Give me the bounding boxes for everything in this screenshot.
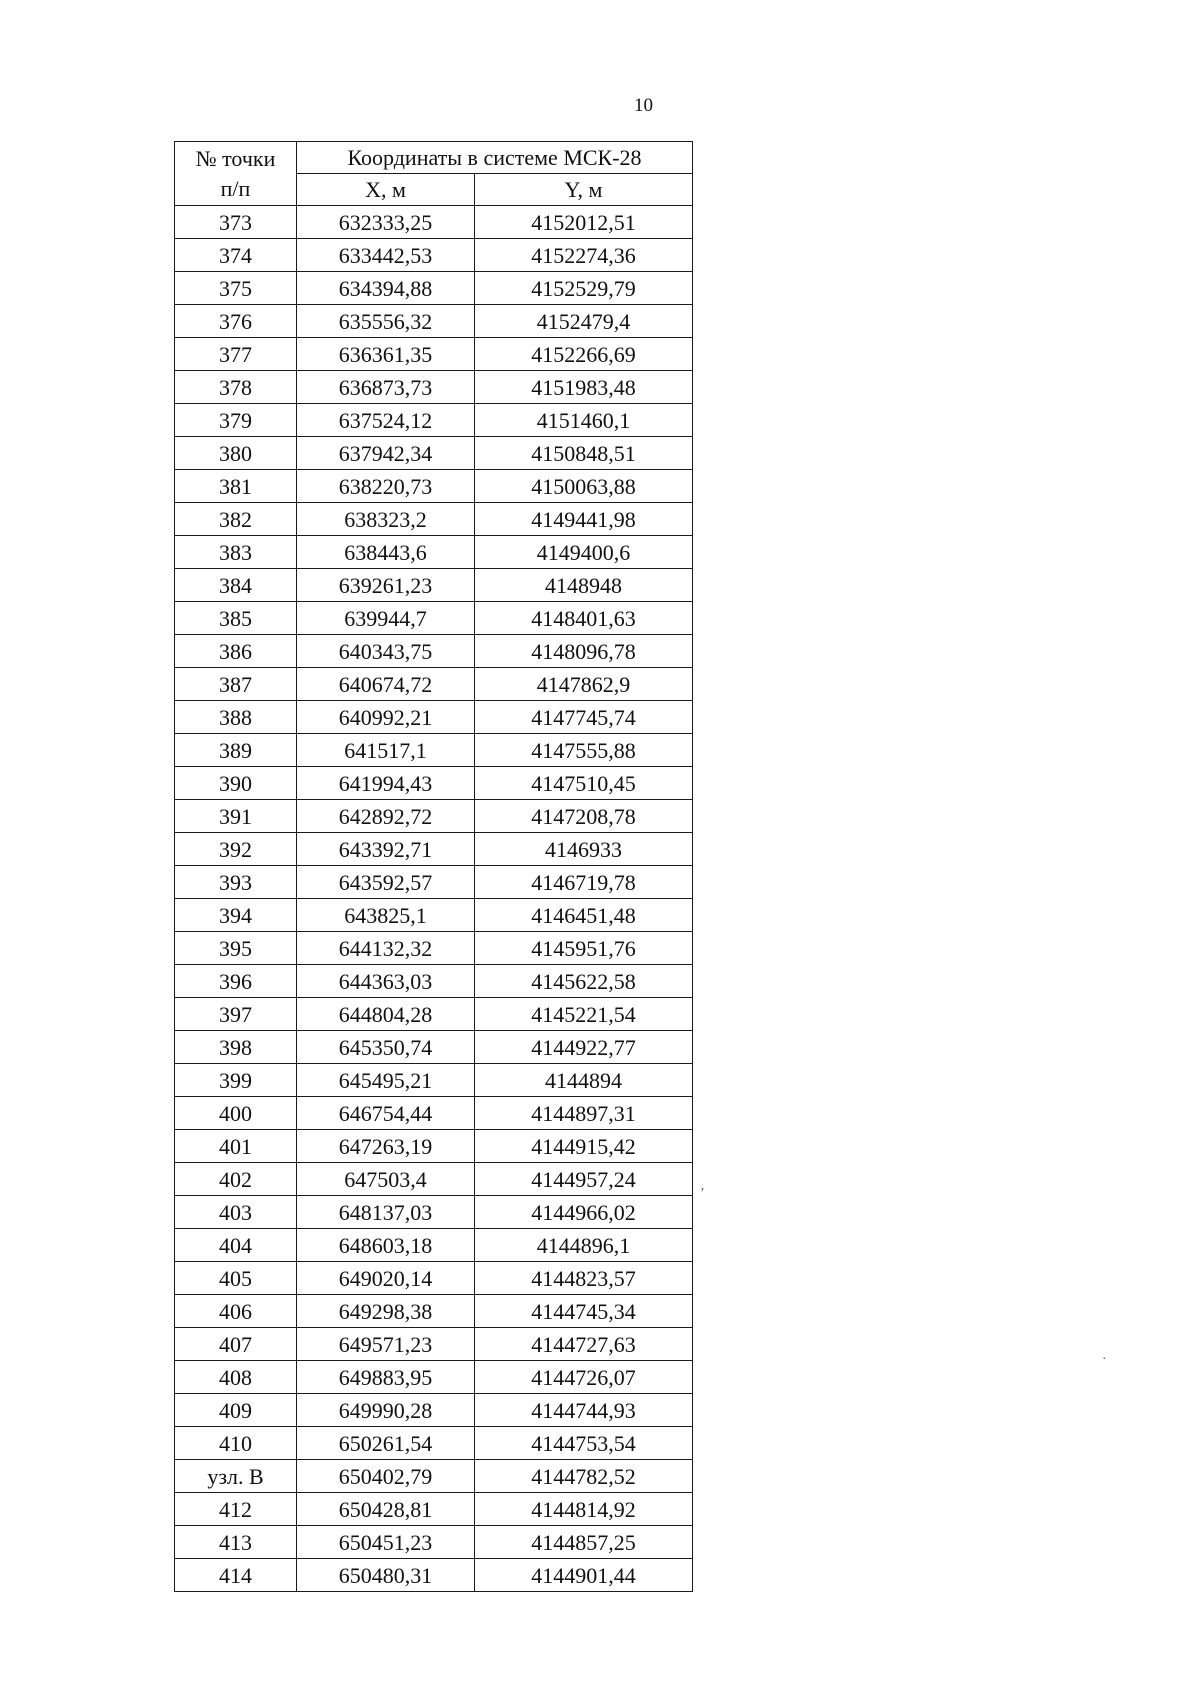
- point-number-cell: 412: [175, 1493, 297, 1526]
- y-coordinate-cell: 4152479,4: [475, 305, 693, 338]
- x-coordinate-cell: 643392,71: [297, 833, 475, 866]
- x-coordinate-cell: 650428,81: [297, 1493, 475, 1526]
- y-coordinate-cell: 4144894: [475, 1064, 693, 1097]
- coordinates-system-header: Координаты в системе МСК-28: [297, 142, 693, 174]
- table-row: [175, 239, 693, 272]
- y-coordinate-cell: 4152529,79: [475, 272, 693, 305]
- x-coordinate-cell: 648603,18: [297, 1229, 475, 1262]
- y-coordinate-cell: 4144744,93: [475, 1394, 693, 1427]
- table-row: [175, 470, 693, 503]
- x-coordinate-cell: 644804,28: [297, 998, 475, 1031]
- table-row: [175, 1394, 693, 1427]
- table-row: [175, 1493, 693, 1526]
- y-coordinate-cell: 4145221,54: [475, 998, 693, 1031]
- y-coordinate-cell: 4146451,48: [475, 899, 693, 932]
- point-number-cell: 402: [175, 1163, 297, 1196]
- y-coordinate-cell: 4148948: [475, 569, 693, 602]
- point-number-header-line2: п/п: [220, 175, 251, 201]
- point-number-cell: 394: [175, 899, 297, 932]
- x-coordinate-cell: 650261,54: [297, 1427, 475, 1460]
- table-row: [175, 932, 693, 965]
- x-coordinate-cell: 641517,1: [297, 734, 475, 767]
- table-row: [175, 437, 693, 470]
- point-number-cell: 400: [175, 1097, 297, 1130]
- y-coordinate-cell: 4149441,98: [475, 503, 693, 536]
- x-coordinate-cell: 642892,72: [297, 800, 475, 833]
- point-number-cell: 413: [175, 1526, 297, 1559]
- y-coordinate-cell: 4150848,51: [475, 437, 693, 470]
- y-coordinate-cell: 4144823,57: [475, 1262, 693, 1295]
- x-coordinate-cell: 647263,19: [297, 1130, 475, 1163]
- y-coordinate-cell: 4144915,42: [475, 1130, 693, 1163]
- table-row: [175, 1427, 693, 1460]
- table-row: [175, 569, 693, 602]
- table-row: [175, 1229, 693, 1262]
- y-coordinate-cell: 4144782,52: [475, 1460, 693, 1493]
- table-row: [175, 338, 693, 371]
- x-coordinate-cell: 636361,35: [297, 338, 475, 371]
- point-number-cell: 389: [175, 734, 297, 767]
- x-coordinate-cell: 644363,03: [297, 965, 475, 998]
- y-coordinate-cell: 4152266,69: [475, 338, 693, 371]
- point-number-cell: 373: [175, 206, 297, 239]
- table-row: [175, 1460, 693, 1493]
- table-row: [175, 602, 693, 635]
- point-number-cell: 380: [175, 437, 297, 470]
- scan-speck: ·: [1102, 1352, 1107, 1367]
- x-coordinate-cell: 640992,21: [297, 701, 475, 734]
- x-coordinate-cell: 637942,34: [297, 437, 475, 470]
- table-row: [175, 536, 693, 569]
- y-coordinate-cell: 4144966,02: [475, 1196, 693, 1229]
- point-number-cell: 378: [175, 371, 297, 404]
- x-column-header: X, м: [297, 174, 475, 206]
- point-number-cell: 393: [175, 866, 297, 899]
- x-coordinate-cell: 650480,31: [297, 1559, 475, 1592]
- point-number-cell: 384: [175, 569, 297, 602]
- y-coordinate-cell: 4152274,36: [475, 239, 693, 272]
- table-row: [175, 965, 693, 998]
- point-number-cell: 391: [175, 800, 297, 833]
- point-number-cell: 377: [175, 338, 297, 371]
- table-row: [175, 833, 693, 866]
- table-row: [175, 305, 693, 338]
- x-coordinate-cell: 633442,53: [297, 239, 475, 272]
- point-number-cell: 386: [175, 635, 297, 668]
- x-coordinate-cell: 649020,14: [297, 1262, 475, 1295]
- table-header: [175, 142, 693, 206]
- page-number: 10: [634, 95, 653, 116]
- point-number-cell: 405: [175, 1262, 297, 1295]
- y-coordinate-cell: 4150063,88: [475, 470, 693, 503]
- point-number-cell: 410: [175, 1427, 297, 1460]
- point-number-cell: 401: [175, 1130, 297, 1163]
- table-row: [175, 371, 693, 404]
- y-coordinate-cell: 4144957,24: [475, 1163, 693, 1196]
- x-coordinate-cell: 650451,23: [297, 1526, 475, 1559]
- point-number-cell: узл. В: [175, 1460, 297, 1493]
- table-row: [175, 1064, 693, 1097]
- y-coordinate-cell: 4144857,25: [475, 1526, 693, 1559]
- x-coordinate-cell: 643825,1: [297, 899, 475, 932]
- table-row: [175, 1163, 693, 1196]
- point-number-cell: 385: [175, 602, 297, 635]
- point-number-cell: 374: [175, 239, 297, 272]
- x-coordinate-cell: 639944,7: [297, 602, 475, 635]
- x-coordinate-cell: 645350,74: [297, 1031, 475, 1064]
- x-coordinate-cell: 648137,03: [297, 1196, 475, 1229]
- point-number-cell: 399: [175, 1064, 297, 1097]
- table-row: [175, 1559, 693, 1592]
- table-row: [175, 998, 693, 1031]
- point-number-cell: 375: [175, 272, 297, 305]
- x-coordinate-cell: 644132,32: [297, 932, 475, 965]
- y-coordinate-cell: 4146933: [475, 833, 693, 866]
- table-row: [175, 1361, 693, 1394]
- x-coordinate-cell: 647503,4: [297, 1163, 475, 1196]
- y-coordinate-cell: 4148401,63: [475, 602, 693, 635]
- point-number-cell: 403: [175, 1196, 297, 1229]
- x-coordinate-cell: 635556,32: [297, 305, 475, 338]
- table-row: [175, 1295, 693, 1328]
- point-number-cell: 406: [175, 1295, 297, 1328]
- point-number-cell: 387: [175, 668, 297, 701]
- y-coordinate-cell: 4147745,74: [475, 701, 693, 734]
- y-coordinate-cell: 4144753,54: [475, 1427, 693, 1460]
- point-number-cell: 396: [175, 965, 297, 998]
- table-row: [175, 1262, 693, 1295]
- x-coordinate-cell: 649990,28: [297, 1394, 475, 1427]
- y-coordinate-cell: 4144897,31: [475, 1097, 693, 1130]
- point-number-cell: 381: [175, 470, 297, 503]
- y-coordinate-cell: 4144726,07: [475, 1361, 693, 1394]
- point-number-cell: 407: [175, 1328, 297, 1361]
- x-coordinate-cell: 646754,44: [297, 1097, 475, 1130]
- y-coordinate-cell: 4144814,92: [475, 1493, 693, 1526]
- table-row: [175, 635, 693, 668]
- point-number-cell: 382: [175, 503, 297, 536]
- x-coordinate-cell: 649298,38: [297, 1295, 475, 1328]
- table-row: [175, 866, 693, 899]
- table-row: [175, 734, 693, 767]
- table-row: [175, 1328, 693, 1361]
- point-number-cell: 395: [175, 932, 297, 965]
- point-number-cell: 376: [175, 305, 297, 338]
- x-coordinate-cell: 640674,72: [297, 668, 475, 701]
- y-column-header: Y, м: [475, 174, 693, 206]
- y-coordinate-cell: 4151983,48: [475, 371, 693, 404]
- y-coordinate-cell: 4144901,44: [475, 1559, 693, 1592]
- x-coordinate-cell: 632333,25: [297, 206, 475, 239]
- y-coordinate-cell: 4152012,51: [475, 206, 693, 239]
- x-coordinate-cell: 640343,75: [297, 635, 475, 668]
- x-coordinate-cell: 645495,21: [297, 1064, 475, 1097]
- x-coordinate-cell: 649571,23: [297, 1328, 475, 1361]
- y-coordinate-cell: 4146719,78: [475, 866, 693, 899]
- y-coordinate-cell: 4144727,63: [475, 1328, 693, 1361]
- x-coordinate-cell: 637524,12: [297, 404, 475, 437]
- table-row: [175, 404, 693, 437]
- table-row: [175, 1526, 693, 1559]
- table-row: [175, 1097, 693, 1130]
- point-number-cell: 392: [175, 833, 297, 866]
- scan-speck: ʼ: [700, 1186, 705, 1201]
- x-coordinate-cell: 638323,2: [297, 503, 475, 536]
- x-coordinate-cell: 638443,6: [297, 536, 475, 569]
- table-row: [175, 701, 693, 734]
- point-number-cell: 379: [175, 404, 297, 437]
- x-coordinate-cell: 643592,57: [297, 866, 475, 899]
- point-number-cell: 414: [175, 1559, 297, 1592]
- table-row: [175, 668, 693, 701]
- point-number-cell: 383: [175, 536, 297, 569]
- point-number-cell: 408: [175, 1361, 297, 1394]
- y-coordinate-cell: 4144896,1: [475, 1229, 693, 1262]
- x-coordinate-cell: 636873,73: [297, 371, 475, 404]
- point-number-header-line1: № точки: [195, 145, 276, 171]
- x-coordinate-cell: 649883,95: [297, 1361, 475, 1394]
- table-row: [175, 1196, 693, 1229]
- y-coordinate-cell: 4149400,6: [475, 536, 693, 569]
- table-row: [175, 899, 693, 932]
- table-row: [175, 767, 693, 800]
- table-body: [175, 206, 693, 1592]
- point-number-cell: 398: [175, 1031, 297, 1064]
- y-coordinate-cell: 4144745,34: [475, 1295, 693, 1328]
- y-coordinate-cell: 4147862,9: [475, 668, 693, 701]
- y-coordinate-cell: 4151460,1: [475, 404, 693, 437]
- point-number-cell: 388: [175, 701, 297, 734]
- y-coordinate-cell: 4147208,78: [475, 800, 693, 833]
- point-number-cell: 390: [175, 767, 297, 800]
- y-coordinate-cell: 4148096,78: [475, 635, 693, 668]
- y-coordinate-cell: 4145622,58: [475, 965, 693, 998]
- x-coordinate-cell: 638220,73: [297, 470, 475, 503]
- point-number-header: [175, 142, 297, 206]
- y-coordinate-cell: 4144922,77: [475, 1031, 693, 1064]
- y-coordinate-cell: 4147510,45: [475, 767, 693, 800]
- point-number-cell: 397: [175, 998, 297, 1031]
- y-coordinate-cell: 4145951,76: [475, 932, 693, 965]
- coordinates-table: [174, 141, 693, 1592]
- x-coordinate-cell: 641994,43: [297, 767, 475, 800]
- y-coordinate-cell: 4147555,88: [475, 734, 693, 767]
- table-row: [175, 1031, 693, 1064]
- x-coordinate-cell: 650402,79: [297, 1460, 475, 1493]
- table-row: [175, 800, 693, 833]
- point-number-cell: 409: [175, 1394, 297, 1427]
- table-row: [175, 1130, 693, 1163]
- x-coordinate-cell: 639261,23: [297, 569, 475, 602]
- table-row: [175, 206, 693, 239]
- point-number-cell: 404: [175, 1229, 297, 1262]
- table-row: [175, 272, 693, 305]
- table-row: [175, 503, 693, 536]
- x-coordinate-cell: 634394,88: [297, 272, 475, 305]
